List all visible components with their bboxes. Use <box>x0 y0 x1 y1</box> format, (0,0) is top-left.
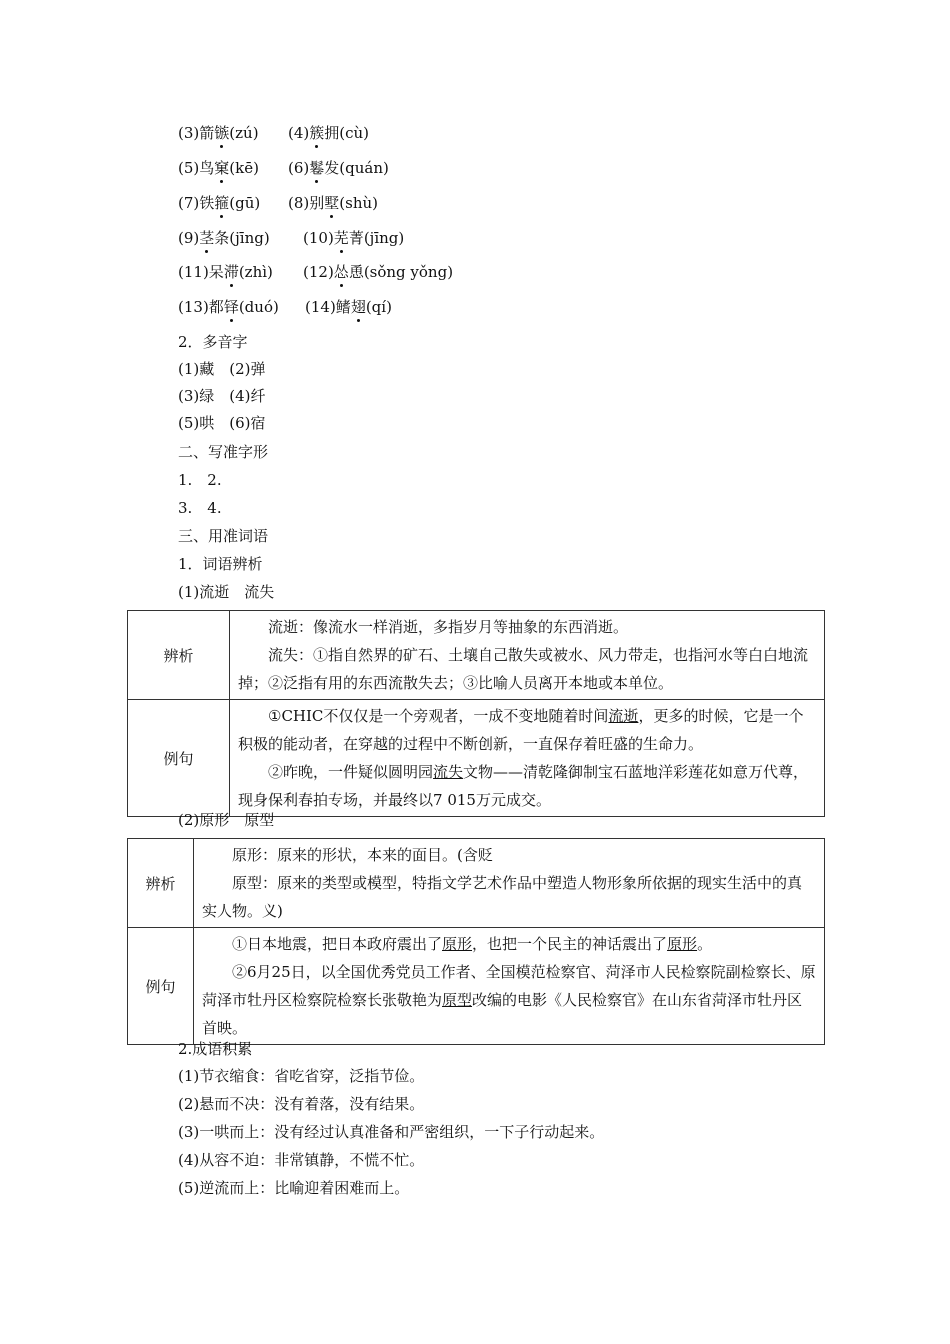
idioms-heading: 2.成语积累 <box>178 1040 253 1058</box>
analysis-text: 流逝：像流水一样消逝，多指岁月等抽象的东西消逝。 <box>268 618 629 636</box>
pinyin-item: (5)鸟窠(kē) <box>178 159 259 177</box>
emphasized-char: 怂 <box>333 263 349 281</box>
emphasized-char: 茎 <box>199 229 215 247</box>
emphasized-char: 鬈 <box>309 159 325 177</box>
key-word: 原形 <box>442 935 473 953</box>
polyphone-row: (3)绿 (4)纤 <box>178 387 266 405</box>
polyphone-row: (1)藏 (2)弹 <box>178 360 266 378</box>
emphasized-char: 镞 <box>214 124 230 142</box>
pinyin-item: (12)怂恿(sǒng yǒng) <box>303 263 454 281</box>
pinyin-item: (13)都铎(duó) <box>178 298 279 316</box>
word-pair-heading: (2)原形 原型 <box>178 811 275 829</box>
word-pair-heading: (1)流逝 流失 <box>178 583 275 601</box>
idiom-item: (3)一哄而上：没有经过认真准备和严密组织，一下子行动起来。 <box>178 1123 605 1141</box>
analysis-label: 辨析 <box>128 839 194 928</box>
emphasized-char: 滞 <box>223 263 239 281</box>
example-cell <box>194 928 825 1045</box>
example-sentence: ②昨晚，一件疑似圆明园流失文物——清乾隆御制宝石蓝地洋彩莲花如意万代尊，现身保利春拍专场，并最终以7 015万元成交。 <box>238 763 809 809</box>
idiom-item: (5)逆流而上：比喻迎着困难而上。 <box>178 1179 410 1197</box>
key-word: 原形 <box>667 935 698 953</box>
analysis-cell <box>194 839 825 928</box>
pinyin-item: (8)别墅(shù) <box>288 194 379 212</box>
section-heading: 二、写准字形 <box>178 443 269 461</box>
analysis-text: 原型：原来的类型或模型，特指文学艺术作品中塑造人物形象所依据的现实生活中的真实人物。义) <box>202 874 803 920</box>
subsection-heading: 1．词语辨析 <box>178 555 263 573</box>
emphasized-char: 芜 <box>333 229 349 247</box>
emphasized-char: 簇 <box>309 124 325 142</box>
pinyin-item: (11)呆滞(zhì) <box>178 263 273 281</box>
section-heading: 三、用准词语 <box>178 527 269 545</box>
example-sentence: ②6月25日，以全国优秀党员工作者、全国模范检察官、菏泽市人民检察院副检察长、原菏泽市牡丹区检察院检察长张敬艳为原型改编的电影《人民检察官》在山东省菏泽市牡丹区首映。 <box>202 963 816 1037</box>
analysis-text: 流失：①指自然界的矿石、土壤自己散失或被水、风力带走，也指河水等白白地流掉；②泛指有用的东西流散失去；③比喻人员离开本地或本单位。 <box>238 646 809 692</box>
idiom-item: (2)悬而不决：没有着落，没有结果。 <box>178 1095 425 1113</box>
blank-row: 1. 2. <box>178 471 222 489</box>
pinyin-item: (3)箭镞(zú) <box>178 124 259 142</box>
pinyin-item: (6)鬈发(quán) <box>288 159 389 177</box>
polyphone-row: (5)哄 (6)宿 <box>178 414 266 432</box>
key-word: 流失 <box>433 763 464 781</box>
example-label: 例句 <box>128 928 194 1045</box>
pinyin-item: (14)鳍翅(qí) <box>305 298 392 316</box>
example-sentence: ①CHIC不仅仅是一个旁观者，一成不变地随着时间流逝，更多的时候，它是一个积极的能动者，在穿越的过程中不断创新，一直保存着旺盛的生命力。 <box>238 707 804 753</box>
emphasized-char: 翅 <box>350 298 366 316</box>
analysis-cell <box>230 611 825 700</box>
idiom-item: (1)节衣缩食：省吃省穿，泛指节俭。 <box>178 1067 425 1085</box>
word-analysis-table-1 <box>127 610 825 817</box>
emphasized-char: 墅 <box>324 194 340 212</box>
key-word: 流逝 <box>608 707 639 725</box>
word-analysis-table-2 <box>127 838 825 1045</box>
example-label: 例句 <box>128 700 230 817</box>
key-word: 原型 <box>442 991 473 1009</box>
polyphone-heading: 2．多音字 <box>178 333 248 351</box>
emphasized-char: 箍 <box>214 194 230 212</box>
blank-row: 3. 4. <box>178 499 222 517</box>
analysis-text: 原形：原来的形状，本来的面目。(含贬 <box>232 846 493 864</box>
pinyin-item: (10)芜菁(jīng) <box>303 229 405 247</box>
example-sentence: ①日本地震，把日本政府震出了原形，也把一个民主的神话震出了原形。 <box>232 935 713 953</box>
analysis-label: 辨析 <box>128 611 230 700</box>
emphasized-char: 铎 <box>223 298 239 316</box>
pinyin-item: (4)簇拥(cù) <box>288 124 370 142</box>
idiom-item: (4)从容不迫：非常镇静，不慌不忙。 <box>178 1151 425 1169</box>
pinyin-item: (7)铁箍(gū) <box>178 194 261 212</box>
example-cell <box>230 700 825 817</box>
pinyin-item: (9)茎条(jīng) <box>178 229 270 247</box>
emphasized-char: 窠 <box>214 159 230 177</box>
